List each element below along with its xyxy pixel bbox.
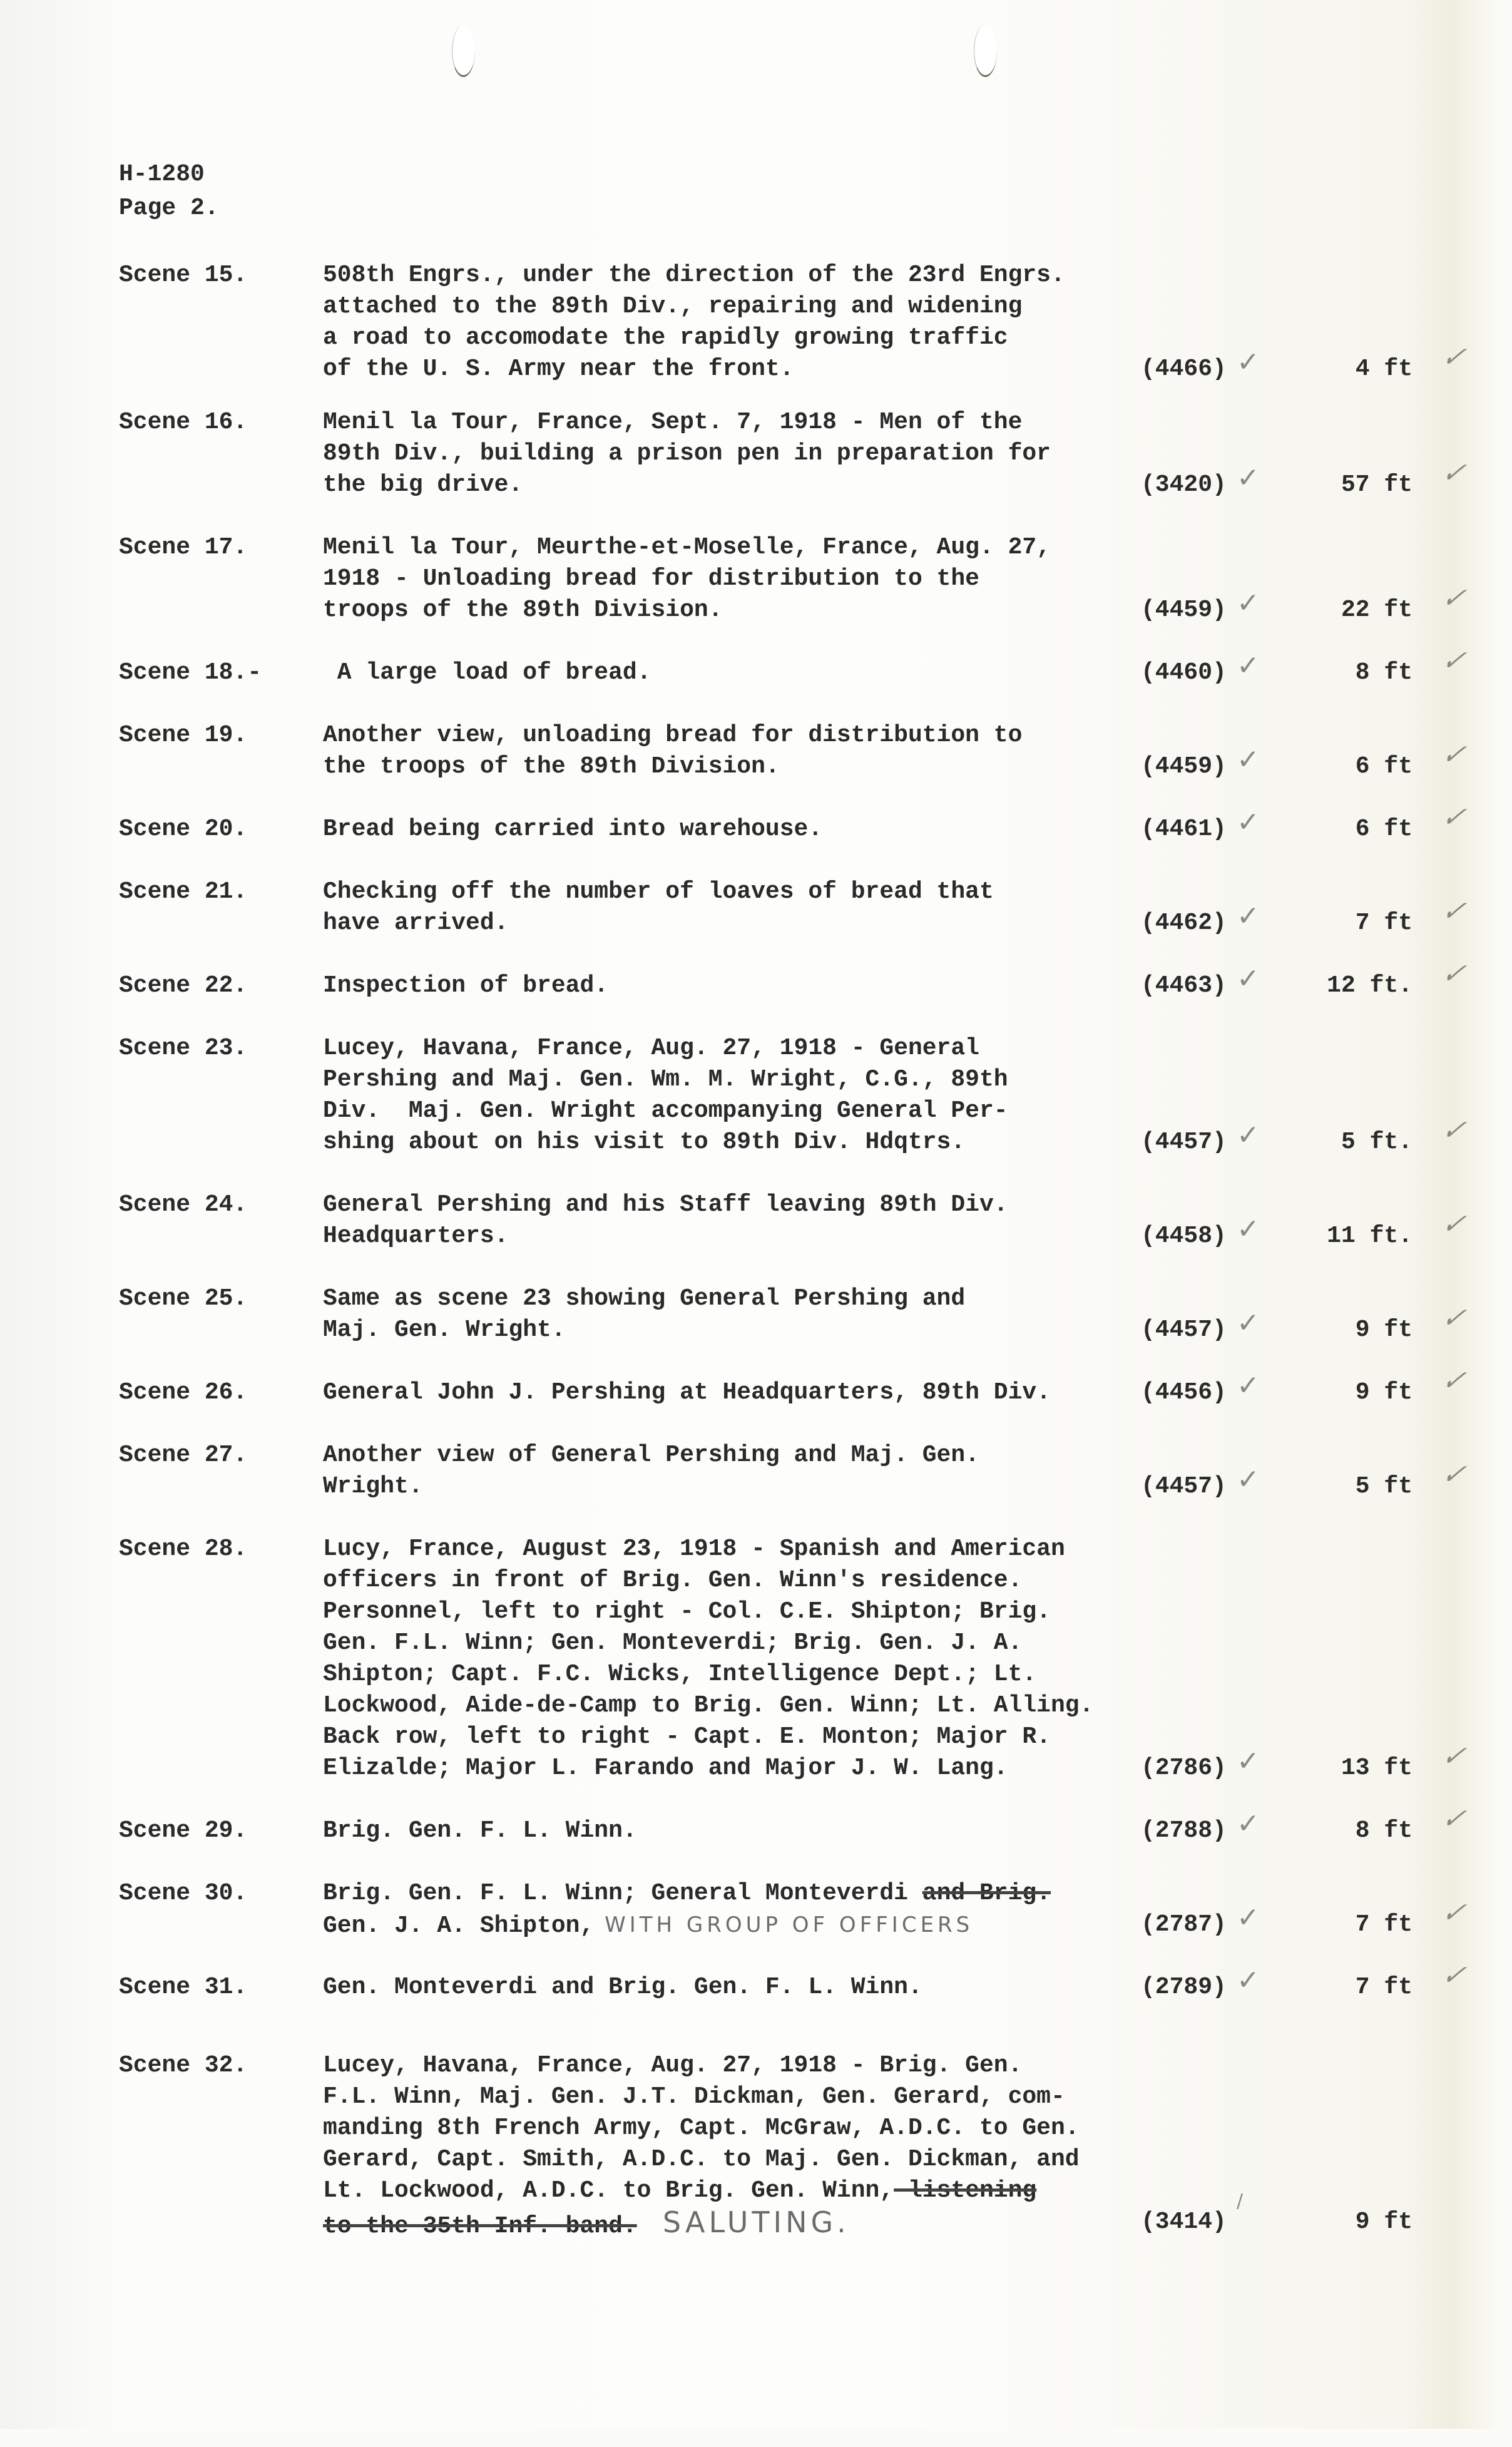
description-line: have arrived.: [323, 910, 509, 936]
description-line: the big drive.: [323, 471, 523, 498]
footage: 6 ft: [1355, 816, 1412, 843]
scene-description: [323, 876, 1199, 939]
description-line: a road to accomodate the rapidly growing traffic: [323, 324, 1008, 351]
description-line: [323, 2207, 1199, 2242]
footage-check-icon: ✓: [1437, 739, 1475, 771]
reel-check-icon: ✓: [1237, 1808, 1260, 1840]
description-line: officers in front of Brig. Gen. Winn's residence.: [323, 1567, 1023, 1594]
description-line: 1918 - Unloading bread for distribution to the: [323, 565, 979, 592]
description-line: Div. Maj. Gen. Wright accompanying General Per-: [323, 1097, 1008, 1124]
description-line: Another view, unloading bread for distribution to: [323, 722, 1023, 749]
scene-description: [323, 1815, 1199, 1847]
document-header: [119, 158, 219, 225]
footage: 9 ft: [1355, 2208, 1412, 2235]
scene-label: Scene 28.: [119, 1536, 248, 1562]
reel-number: (4461): [1141, 816, 1227, 843]
reel-number: (2789): [1141, 1974, 1227, 2001]
scene-label: Scene 20.: [119, 816, 248, 843]
description-line: Maj. Gen. Wright.: [323, 1316, 566, 1343]
scene-label: Scene 17.: [119, 534, 248, 561]
description-line: Inspection of bread.: [323, 972, 609, 999]
description-line: General Pershing and his Staff leaving 89th Div.: [323, 1191, 1008, 1218]
description-line: Another view of General Pershing and Maj. Gen.: [323, 1442, 979, 1469]
reel-number: (4457): [1141, 1473, 1227, 1500]
footage-check-icon: ✓: [1437, 1302, 1475, 1334]
footage-check-icon: ✓: [1437, 582, 1475, 614]
reel-check-icon: ✓: [1237, 1213, 1260, 1245]
reel-check-icon: ✓: [1237, 1464, 1260, 1495]
description-line: Lt. Lockwood, A.D.C. to Brig. Gen. Winn, listening: [323, 2177, 1037, 2204]
description-line: manding 8th French Army, Capt. McGraw, A.D.C. to Gen.: [323, 2115, 1080, 2142]
description-line: Lucey, Havana, France, Aug. 27, 1918 - General: [323, 1035, 979, 1062]
handwritten-insert: SALUTING.: [636, 2205, 850, 2239]
reel-number: (2786): [1141, 1755, 1227, 1782]
scene-description: [323, 1878, 1199, 1942]
description-line: Personnel, left to right - Col. C.E. Shipton; Brig.: [323, 1598, 1051, 1625]
scene-label: Scene 30.: [119, 1880, 248, 1907]
footage: 12 ft.: [1327, 972, 1412, 999]
struck-text: listening: [894, 2177, 1037, 2204]
footage: 9 ft: [1355, 1379, 1412, 1406]
footage: 5 ft.: [1341, 1129, 1412, 1156]
footage: 57 ft: [1341, 471, 1412, 498]
reel-check-icon: ✓: [1237, 1370, 1260, 1402]
description-line: Menil la Tour, France, Sept. 7, 1918 - Men of the: [323, 409, 1023, 436]
reel-check-icon: ✓: [1237, 650, 1260, 682]
scene-label: Scene 29.: [119, 1817, 248, 1844]
footage-check-icon: ✓: [1437, 457, 1475, 489]
reel-check-icon: ✓: [1237, 744, 1260, 776]
scene-description: [323, 720, 1199, 782]
footage-check-icon: ✓: [1437, 801, 1475, 833]
footage-check-icon: ✓: [1437, 1959, 1475, 1991]
reel-check-icon: /: [1237, 2190, 1244, 2212]
scene-description: [323, 1972, 1199, 2003]
reel-check-icon: ✓: [1237, 1307, 1260, 1339]
punch-hole-right: [974, 25, 997, 77]
description-line: Checking off the number of loaves of bread that: [323, 878, 994, 905]
scene-description: [323, 1283, 1199, 1346]
description-line: troops of the 89th Division.: [323, 597, 723, 623]
scene-description: [323, 532, 1199, 626]
scene-label: Scene 19.: [119, 722, 248, 749]
scene-description: [323, 1377, 1199, 1408]
footage-check-icon: ✓: [1437, 1740, 1475, 1772]
footage: 4 ft: [1355, 356, 1412, 382]
footage-check-icon: ✓: [1437, 1803, 1475, 1835]
description-line: Pershing and Maj. Gen. Wm. M. Wright, C.G., 89th: [323, 1066, 1008, 1093]
reel-check-icon: ✓: [1237, 1119, 1260, 1151]
reel-number: (4459): [1141, 753, 1227, 780]
punch-hole-left: [452, 25, 475, 77]
reel-check-icon: ✓: [1237, 462, 1260, 494]
handwritten-insert: WITH GROUP OF OFFICERS: [594, 1912, 974, 1937]
scene-label: Scene 22.: [119, 972, 248, 999]
footage-check-icon: ✓: [1437, 1459, 1475, 1490]
footage-check-icon: ✓: [1437, 645, 1475, 677]
footage: 22 ft: [1341, 597, 1412, 623]
reel-number: (4460): [1141, 659, 1227, 686]
reel-number: (4462): [1141, 910, 1227, 936]
description-line: Brig. Gen. F. L. Winn.: [323, 1817, 637, 1844]
description-line: A large load of bread.: [323, 659, 651, 686]
footage-check-icon: ✓: [1437, 341, 1475, 373]
reel-check-icon: ✓: [1237, 1902, 1260, 1934]
scene-label: Scene 16.: [119, 409, 248, 436]
scene-description: [323, 1189, 1199, 1252]
description-line: Shipton; Capt. F.C. Wicks, Intelligence Dept.; Lt.: [323, 1661, 1037, 1688]
footage: 11 ft.: [1327, 1223, 1412, 1249]
scene-description: [323, 657, 1199, 689]
reel-number: (4457): [1141, 1316, 1227, 1343]
reel-number: (4456): [1141, 1379, 1227, 1406]
footage: 7 ft: [1355, 1911, 1412, 1938]
description-line: Headquarters.: [323, 1223, 509, 1249]
description-line: Gerard, Capt. Smith, A.D.C. to Maj. Gen. Dickman, and: [323, 2146, 1080, 2173]
scene-label: Scene 25.: [119, 1285, 248, 1312]
description-line: Lucey, Havana, France, Aug. 27, 1918 - Brig. Gen.: [323, 2052, 1023, 2079]
reel-check-icon: ✓: [1237, 346, 1260, 378]
footage-check-icon: ✓: [1437, 1208, 1475, 1240]
description-line: Gen. Monteverdi and Brig. Gen. F. L. Winn.: [323, 1974, 922, 2001]
reel-number: (2788): [1141, 1817, 1227, 1844]
footage: 8 ft: [1355, 1817, 1412, 1844]
scene-label: Scene 15.: [119, 262, 248, 289]
scene-description: [323, 2050, 1199, 2242]
reel-check-icon: ✓: [1237, 1745, 1260, 1777]
reel-number: (3414): [1141, 2208, 1227, 2235]
reel-number: (3420): [1141, 471, 1227, 498]
footage-check-icon: ✓: [1437, 1114, 1475, 1146]
struck-text: and Brig.: [922, 1880, 1051, 1907]
scene-label: Scene 31.: [119, 1974, 248, 2001]
description-line: Elizalde; Major L. Farando and Major J. W. Lang.: [323, 1755, 1008, 1782]
scene-label: Scene 32.: [119, 2052, 248, 2079]
description-line: Menil la Tour, Meurthe-et-Moselle, France, Aug. 27,: [323, 534, 1051, 561]
footage: 8 ft: [1355, 659, 1412, 686]
scene-label: Scene 27.: [119, 1442, 248, 1469]
footage: 5 ft: [1355, 1473, 1412, 1500]
description-line: Gen. J. A. Shipton, WITH GROUP OF OFFICERS: [323, 1912, 974, 1939]
reel-number: (4466): [1141, 356, 1227, 382]
footage: 9 ft: [1355, 1316, 1412, 1343]
footage-check-icon: ✓: [1437, 1897, 1475, 1929]
scene-description: [323, 814, 1199, 845]
footage: 13 ft: [1341, 1755, 1412, 1782]
description-line: of the U. S. Army near the front.: [323, 356, 794, 382]
scene-label: Scene 23.: [119, 1035, 248, 1062]
footage-check-icon: ✓: [1437, 895, 1475, 927]
footage: 7 ft: [1355, 910, 1412, 936]
description-line: the troops of the 89th Division.: [323, 753, 780, 780]
description-line: attached to the 89th Div., repairing and widening: [323, 293, 1023, 320]
description-line: Gen. F.L. Winn; Gen. Monteverdi; Brig. Gen. J. A.: [323, 1629, 1023, 1656]
reel-number: (4463): [1141, 972, 1227, 999]
document-id: H-1280: [119, 161, 205, 188]
scene-label: Scene 24.: [119, 1191, 248, 1218]
description-line: Lucy, France, August 23, 1918 - Spanish and American: [323, 1536, 1065, 1562]
scene-description: [323, 1534, 1199, 1784]
scene-label: Scene 21.: [119, 878, 248, 905]
description-line: shing about on his visit to 89th Div. Hdqtrs.: [323, 1129, 966, 1156]
page-number: Page 2.: [119, 195, 219, 222]
struck-text: to the 35th Inf. band.: [323, 2213, 637, 2240]
reel-number: (2787): [1141, 1911, 1227, 1938]
description-line: Lockwood, Aide-de-Camp to Brig. Gen. Winn; Lt. Alling.: [323, 1692, 1094, 1719]
description-line: Bread being carried into warehouse.: [323, 816, 823, 843]
description-line: F.L. Winn, Maj. Gen. J.T. Dickman, Gen. Gerard, com-: [323, 2083, 1065, 2110]
scene-label: Scene 26.: [119, 1379, 248, 1406]
scene-description: [323, 1033, 1199, 1158]
footage-check-icon: ✓: [1437, 1365, 1475, 1397]
description-line: 89th Div., building a prison pen in preparation for: [323, 440, 1051, 467]
scene-description: [323, 260, 1199, 385]
reel-number: (4458): [1141, 1223, 1227, 1249]
reel-number: (4459): [1141, 597, 1227, 623]
description-line: Back row, left to right - Capt. E. Monton; Major R.: [323, 1723, 1051, 1750]
footage: 6 ft: [1355, 753, 1412, 780]
scene-label: Scene 18.-: [119, 659, 262, 686]
scene-description: [323, 970, 1199, 1002]
reel-check-icon: ✓: [1237, 1964, 1260, 1996]
description-line: 508th Engrs., under the direction of the 23rd Engrs.: [323, 262, 1065, 289]
footage: 7 ft: [1355, 1974, 1412, 2001]
reel-check-icon: ✓: [1237, 900, 1260, 932]
reel-check-icon: ✓: [1237, 963, 1260, 995]
reel-number: (4457): [1141, 1129, 1227, 1156]
reel-check-icon: ✓: [1237, 806, 1260, 838]
description-line: Wright.: [323, 1473, 423, 1500]
scene-description: [323, 1440, 1199, 1502]
footage-check-icon: ✓: [1437, 958, 1475, 990]
description-line: General John J. Pershing at Headquarters, 89th Div.: [323, 1379, 1051, 1406]
description-line: Same as scene 23 showing General Pershing and: [323, 1285, 966, 1312]
scene-description: [323, 407, 1199, 501]
description-line: Brig. Gen. F. L. Winn; General Monteverdi and Brig.: [323, 1880, 1051, 1907]
reel-check-icon: ✓: [1237, 587, 1260, 619]
